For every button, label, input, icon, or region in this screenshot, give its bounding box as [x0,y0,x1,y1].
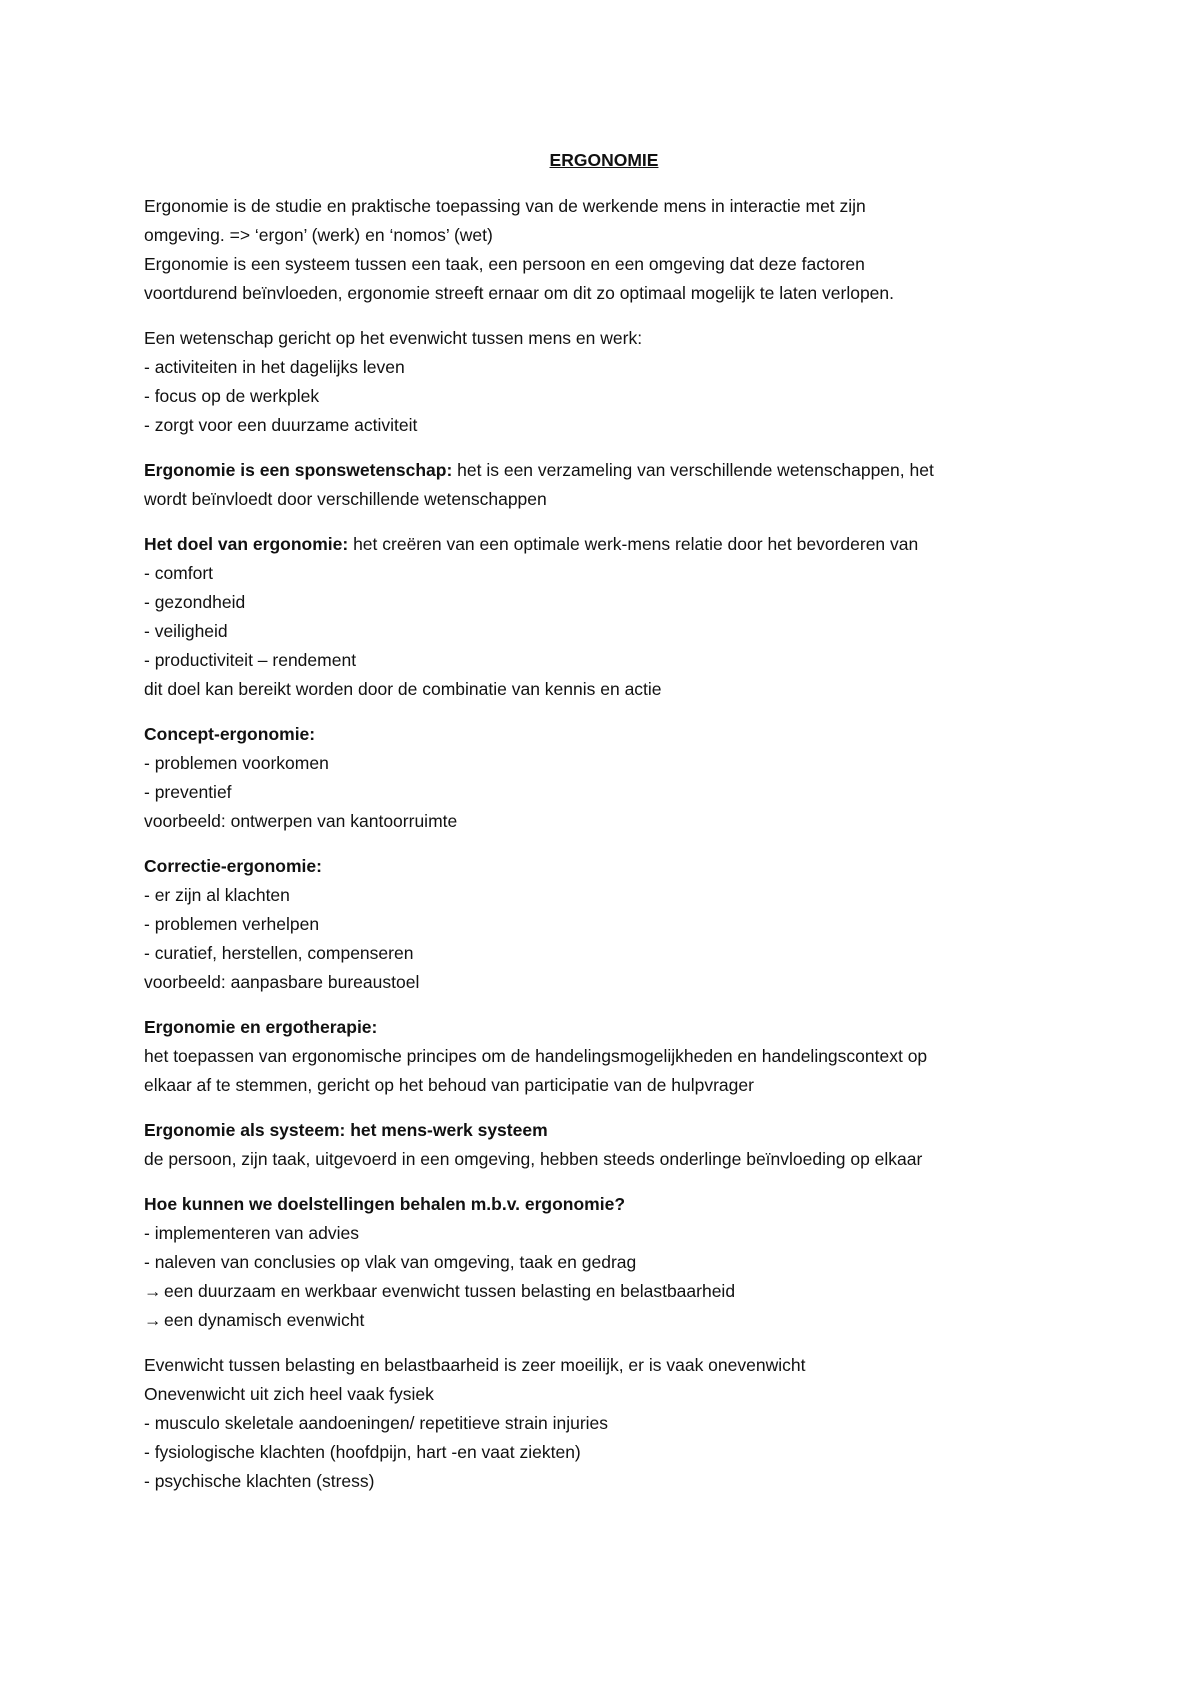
intro-paragraph [144,192,1064,308]
doelstellingen-section [144,1190,1064,1335]
document-page [144,146,1064,1512]
list-item: - activiteiten in het dagelijks leven [144,357,405,377]
arrow-right-icon: → [144,1310,162,1330]
list-item: - problemen verhelpen [144,914,320,934]
correctie-heading: Correctie-ergonomie: [144,856,322,876]
list-item: - implementeren van advies [144,1223,359,1243]
arrow-right-icon: → [144,1281,162,1301]
systeem-section [144,1116,1064,1174]
list-item: - fysiologische klachten (hoofdpijn, hart -en vaat ziekten) [144,1442,581,1462]
correctie-section [144,852,1064,997]
doel-section [144,530,1064,704]
doel-heading: Het doel van ergonomie: [144,534,349,554]
spons-heading: Ergonomie is een sponswetenschap: [144,460,453,480]
arrow-item-text: een duurzaam en werkbaar evenwicht tussen belasting en belastbaarheid [164,1281,736,1301]
concept-heading: Concept-ergonomie: [144,724,316,744]
evenwicht-line: Onevenwicht uit zich heel vaak fysiek [144,1384,434,1404]
systeem-heading: Ergonomie als systeem: het mens-werk systeem [144,1120,548,1140]
concept-section [144,720,1064,836]
evenwicht-section [144,1351,1064,1496]
spons-line [144,456,1064,485]
list-item: - problemen voorkomen [144,753,329,773]
spons-text: het is een verzameling van verschillende wetenschappen, het [452,460,934,480]
ergotherapie-line: het toepassen van ergonomische principes om de handelingsmogelijkheden en handelingscontext op [144,1046,928,1066]
list-item: - musculo skeletale aandoeningen/ repetitieve strain injuries [144,1413,609,1433]
list-item: - veiligheid [144,621,228,641]
list-item: - naleven van conclusies op vlak van omgeving, taak en gedrag [144,1252,637,1272]
arrow-item-text: een dynamisch evenwicht [164,1310,365,1330]
spons-text-continued: wordt beïnvloedt door verschillende wetenschappen [144,489,547,509]
intro-line: voortdurend beïnvloeden, ergonomie streeft ernaar om dit zo optimaal mogelijk te laten verlopen. [144,283,895,303]
list-item: - focus op de werkplek [144,386,320,406]
document-title: ERGONOMIE [549,150,659,170]
evenwicht-line: Evenwicht tussen belasting en belastbaarheid is zeer moeilijk, er is vaak onevenwicht [144,1355,806,1375]
doelstellingen-heading: Hoe kunnen we doelstellingen behalen m.b.v. ergonomie? [144,1194,626,1214]
arrow-list-item [144,1306,1064,1335]
intro-line: omgeving. => ‘ergon’ (werk) en ‘nomos’ (wet) [144,225,493,245]
arrow-list-item [144,1277,1064,1306]
systeem-text: de persoon, zijn taak, uitgevoerd in een omgeving, hebben steeds onderlinge beïnvloeding op elkaar [144,1149,923,1169]
doel-line [144,530,1064,559]
doel-closing: dit doel kan bereikt worden door de combinatie van kennis en actie [144,679,662,699]
ergotherapie-heading: Ergonomie en ergotherapie: [144,1017,378,1037]
list-item: - gezondheid [144,592,246,612]
correctie-example: voorbeeld: aanpasbare bureaustoel [144,972,420,992]
intro-line: Ergonomie is een systeem tussen een taak, een persoon en een omgeving dat deze factoren [144,254,865,274]
list-item: - comfort [144,563,214,583]
spons-section [144,456,1064,514]
intro-line: Ergonomie is de studie en praktische toepassing van de werkende mens in interactie met zijn [144,196,866,216]
ergotherapie-line: elkaar af te stemmen, gericht op het behoud van participatie van de hulpvrager [144,1075,754,1095]
doel-text: het creëren van een optimale werk-mens relatie door het bevorderen van [348,534,919,554]
concept-example: voorbeeld: ontwerpen van kantoorruimte [144,811,458,831]
list-item: - productiviteit – rendement [144,650,357,670]
list-item: - psychische klachten (stress) [144,1471,375,1491]
ergotherapie-section [144,1013,1064,1100]
list-item: - er zijn al klachten [144,885,290,905]
list-item: - curatief, herstellen, compenseren [144,943,414,963]
list-item: - preventief [144,782,232,802]
wetenschap-section [144,324,1064,440]
list-item: - zorgt voor een duurzame activiteit [144,415,418,435]
wetenschap-lead: Een wetenschap gericht op het evenwicht tussen mens en werk: [144,328,643,348]
